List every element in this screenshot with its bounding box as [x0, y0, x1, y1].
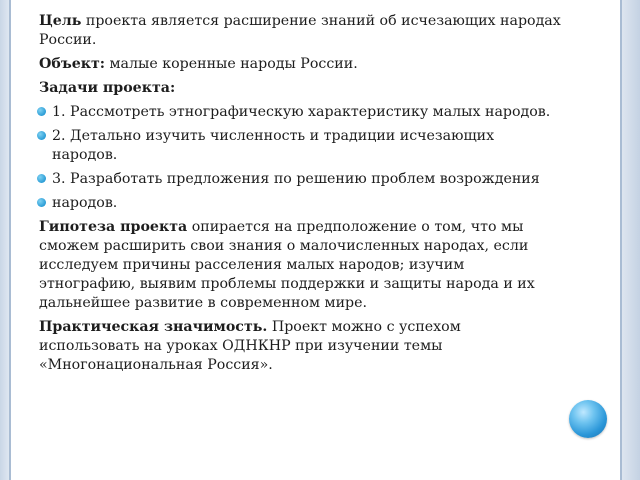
task-text: 3. Разработать предложения по решению проблем возрождения [52, 171, 540, 187]
hypothesis-paragraph [39, 218, 563, 313]
bullet-dot-icon [37, 107, 46, 116]
bullet-dot-icon [37, 131, 46, 140]
right-decorative-band [622, 0, 640, 480]
list-item [39, 194, 563, 213]
object-label: Объект: [39, 56, 106, 72]
practical-text: Проект можно с успехом использовать на уроках ОДНКНР при изучении темы «Многонациональная Россия». [39, 319, 461, 373]
practical-label: Практическая значимость. [39, 319, 268, 335]
list-item [39, 170, 563, 189]
goal-text: проекта является расширение знаний об исчезающих народах России. [39, 13, 561, 48]
tasks-heading [39, 79, 563, 98]
object-text: малые коренные народы России. [105, 56, 358, 72]
goal-label: Цель [39, 13, 82, 29]
goal-paragraph [39, 12, 563, 50]
task-text: 2. Детально изучить численность и традиции исчезающих народов. [52, 128, 495, 163]
decorative-orb-icon [569, 400, 607, 438]
slide-text [39, 12, 563, 380]
list-item [39, 127, 563, 165]
tasks-list [39, 103, 563, 213]
list-item [39, 103, 563, 122]
task-text: 1. Рассмотреть этнографическую характеристику малых народов. [52, 104, 551, 120]
practical-paragraph [39, 318, 563, 375]
task-text: народов. [52, 195, 118, 211]
hypothesis-text: опирается на предположение о том, что мы сможем расширить свои знания о малочисленных народах, если исследуем причины расселения малых народов; изучим этнографию, выявим проблемы поддержки и защиты народа и их дальнейшее развитие в современном мире. [39, 219, 535, 311]
tasks-label: Задачи проекта: [39, 80, 176, 96]
object-paragraph [39, 55, 563, 74]
left-decorative-band [0, 0, 9, 480]
bullet-dot-icon [37, 198, 46, 207]
hypothesis-label: Гипотеза проекта [39, 219, 188, 235]
bullet-dot-icon [37, 174, 46, 183]
